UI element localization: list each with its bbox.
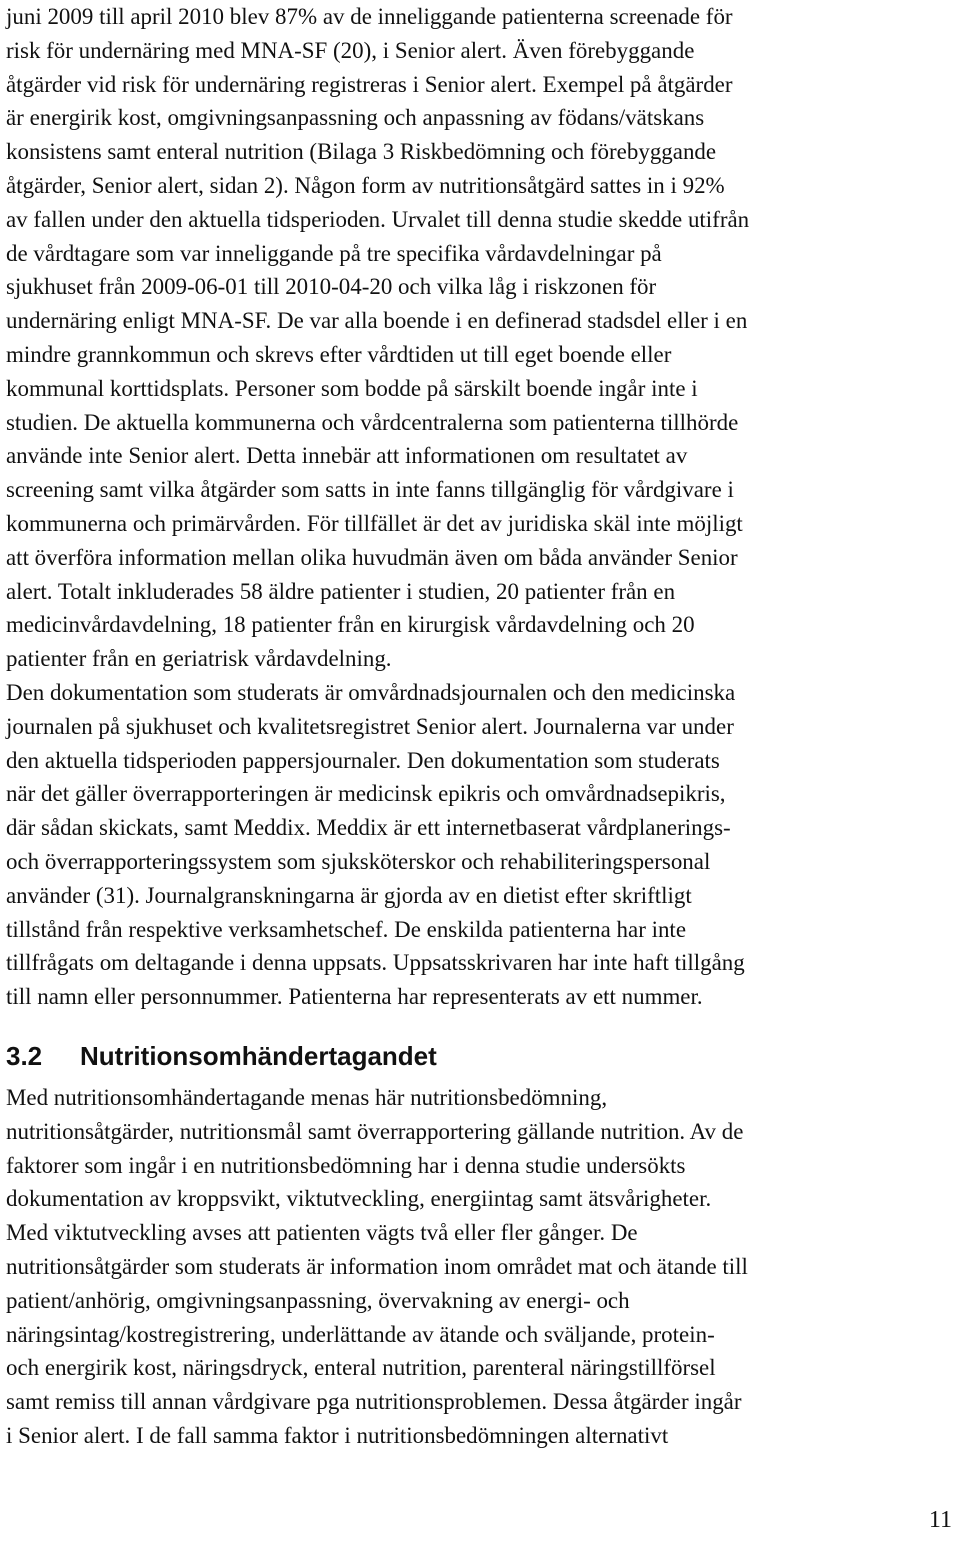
text-line: patient/anhörig, omgivningsanpassning, övervakning av energi- och	[6, 1287, 630, 1313]
text-line: juni 2009 till april 2010 blev 87% av de inneliggande patienterna screenade för	[6, 4, 733, 29]
text-line: använder (31). Journalgranskningarna är gjorda av en dietist efter skriftligt	[6, 882, 692, 908]
text-line: av fallen under den aktuella tidsperioden. Urvalet till denna studie skedde utifrån	[6, 206, 750, 232]
text-line: samt remiss till annan vårdgivare pga nutritionsproblemen. Dessa åtgärder ingår	[6, 1389, 742, 1415]
text-line: konsistens samt enteral nutrition (Bilaga 3 Riskbedömning och förebyggande	[6, 139, 717, 165]
text-line: faktorer som ingår i en nutritionsbedömning har i denna studie undersökts	[6, 1152, 686, 1178]
section-title: Nutritionsomhändertagandet	[80, 1041, 437, 1071]
text-line: att överföra information mellan olika huvudmän även om båda använder Senior	[6, 544, 738, 570]
body-paragraph-documentation	[6, 676, 958, 1014]
text-line: i Senior alert. I de fall samma faktor i nutritionsbedömningen alternativt	[6, 1422, 669, 1448]
text-line: Med nutritionsomhändertagande menas här nutritionsbedömning,	[6, 1085, 608, 1110]
section-number: 3.2	[6, 1041, 43, 1071]
text-line: och överrapporteringssystem som sjuksköterskor och rehabiliteringspersonal	[6, 848, 711, 874]
text-line: medicinvårdavdelning, 18 patienter från en kirurgisk vårdavdelning och 20	[6, 612, 695, 638]
text-line: är energirik kost, omgivningsanpassning och anpassning av födans/vätskans	[6, 105, 705, 131]
text-line: när det gäller överrapporteringen är medicinsk epikris och omvårdnadsepikris,	[6, 781, 726, 807]
text-line: journalen på sjukhuset och kvalitetsregistret Senior alert. Journalerna var under	[6, 713, 734, 739]
text-line: screening samt vilka åtgärder som satts in inte fanns tillgänglig för vårdgivare i	[6, 477, 734, 503]
text-line: dokumentation av kroppsvikt, viktutveckling, energiintag samt ätsvårigheter.	[6, 1186, 712, 1212]
text-line: den aktuella tidsperioden pappersjournaler. Den dokumentation som studerats	[6, 747, 720, 773]
text-line: Med viktutveckling avses att patienten vägts två eller fler gånger. De	[6, 1220, 638, 1246]
text-line: kommunal korttidsplats. Personer som bodde på särskilt boende ingår inte i	[6, 375, 698, 401]
text-line: tillfrågats om deltagande i denna uppsats. Uppsatsskrivaren har inte haft tillgång	[6, 950, 745, 976]
text-line: åtgärder, Senior alert, sidan 2). Någon form av nutritionsåtgärd sattes in i 92%	[6, 172, 725, 198]
text-line: nutritionsåtgärder som studerats är information inom området mat och ätande till	[6, 1253, 748, 1279]
text-line: till namn eller personnummer. Patienterna har representerats av ett nummer.	[6, 984, 703, 1010]
text-line: undernäring enligt MNA-SF. De var alla boende i en definerad stadsdel eller i en	[6, 308, 748, 334]
body-paragraph-nutrition-care	[6, 1081, 958, 1453]
text-line: de vårdtagare som var inneliggande på tre specifika vårdavdelningar på	[6, 240, 662, 266]
text-line: alert. Totalt inkluderades 58 äldre patienter i studien, 20 patienter från en	[6, 578, 676, 604]
text-line: åtgärder vid risk för undernäring registreras i Senior alert. Exempel på åtgärder	[6, 71, 733, 97]
text-line: studien. De aktuella kommunerna och vårdcentralerna som patienterna tillhörde	[6, 409, 739, 435]
text-line: patienter från en geriatrisk vårdavdelning.	[6, 646, 392, 672]
text-line: sjukhuset från 2009-06-01 till 2010-04-20 och vilka låg i riskzonen för	[6, 274, 657, 300]
text-line: använde inte Senior alert. Detta innebär att informationen om resultatet av	[6, 443, 688, 469]
text-line: nutritionsåtgärder, nutritionsmål samt överrapportering gällande nutrition. Av de	[6, 1118, 744, 1144]
text-line: där sådan skickats, samt Meddix. Meddix är ett internetbaserat vårdplanerings-	[6, 815, 731, 841]
text-line: Den dokumentation som studerats är omvårdnadsjournalen och den medicinska	[6, 680, 736, 705]
section-heading	[6, 1039, 437, 1073]
text-line: risk för undernäring med MNA-SF (20), i Senior alert. Även förebyggande	[6, 37, 695, 63]
text-line: näringsintag/kostregistrering, underlättande av ätande och sväljande, protein-	[6, 1321, 715, 1347]
page-number: 11	[928, 1507, 952, 1533]
text-line: mindre grannkommun och skrevs efter vårdtiden ut till eget boende eller	[6, 341, 672, 367]
body-paragraph-study-selection	[6, 0, 958, 676]
text-line: tillstånd från respektive verksamhetschef. De enskilda patienterna har inte	[6, 916, 687, 942]
text-line: och energirik kost, näringsdryck, enteral nutrition, parenteral näringstillförsel	[6, 1355, 716, 1381]
text-line: kommunerna och primärvården. För tillfället är det av juridiska skäl inte möjligt	[6, 510, 743, 536]
